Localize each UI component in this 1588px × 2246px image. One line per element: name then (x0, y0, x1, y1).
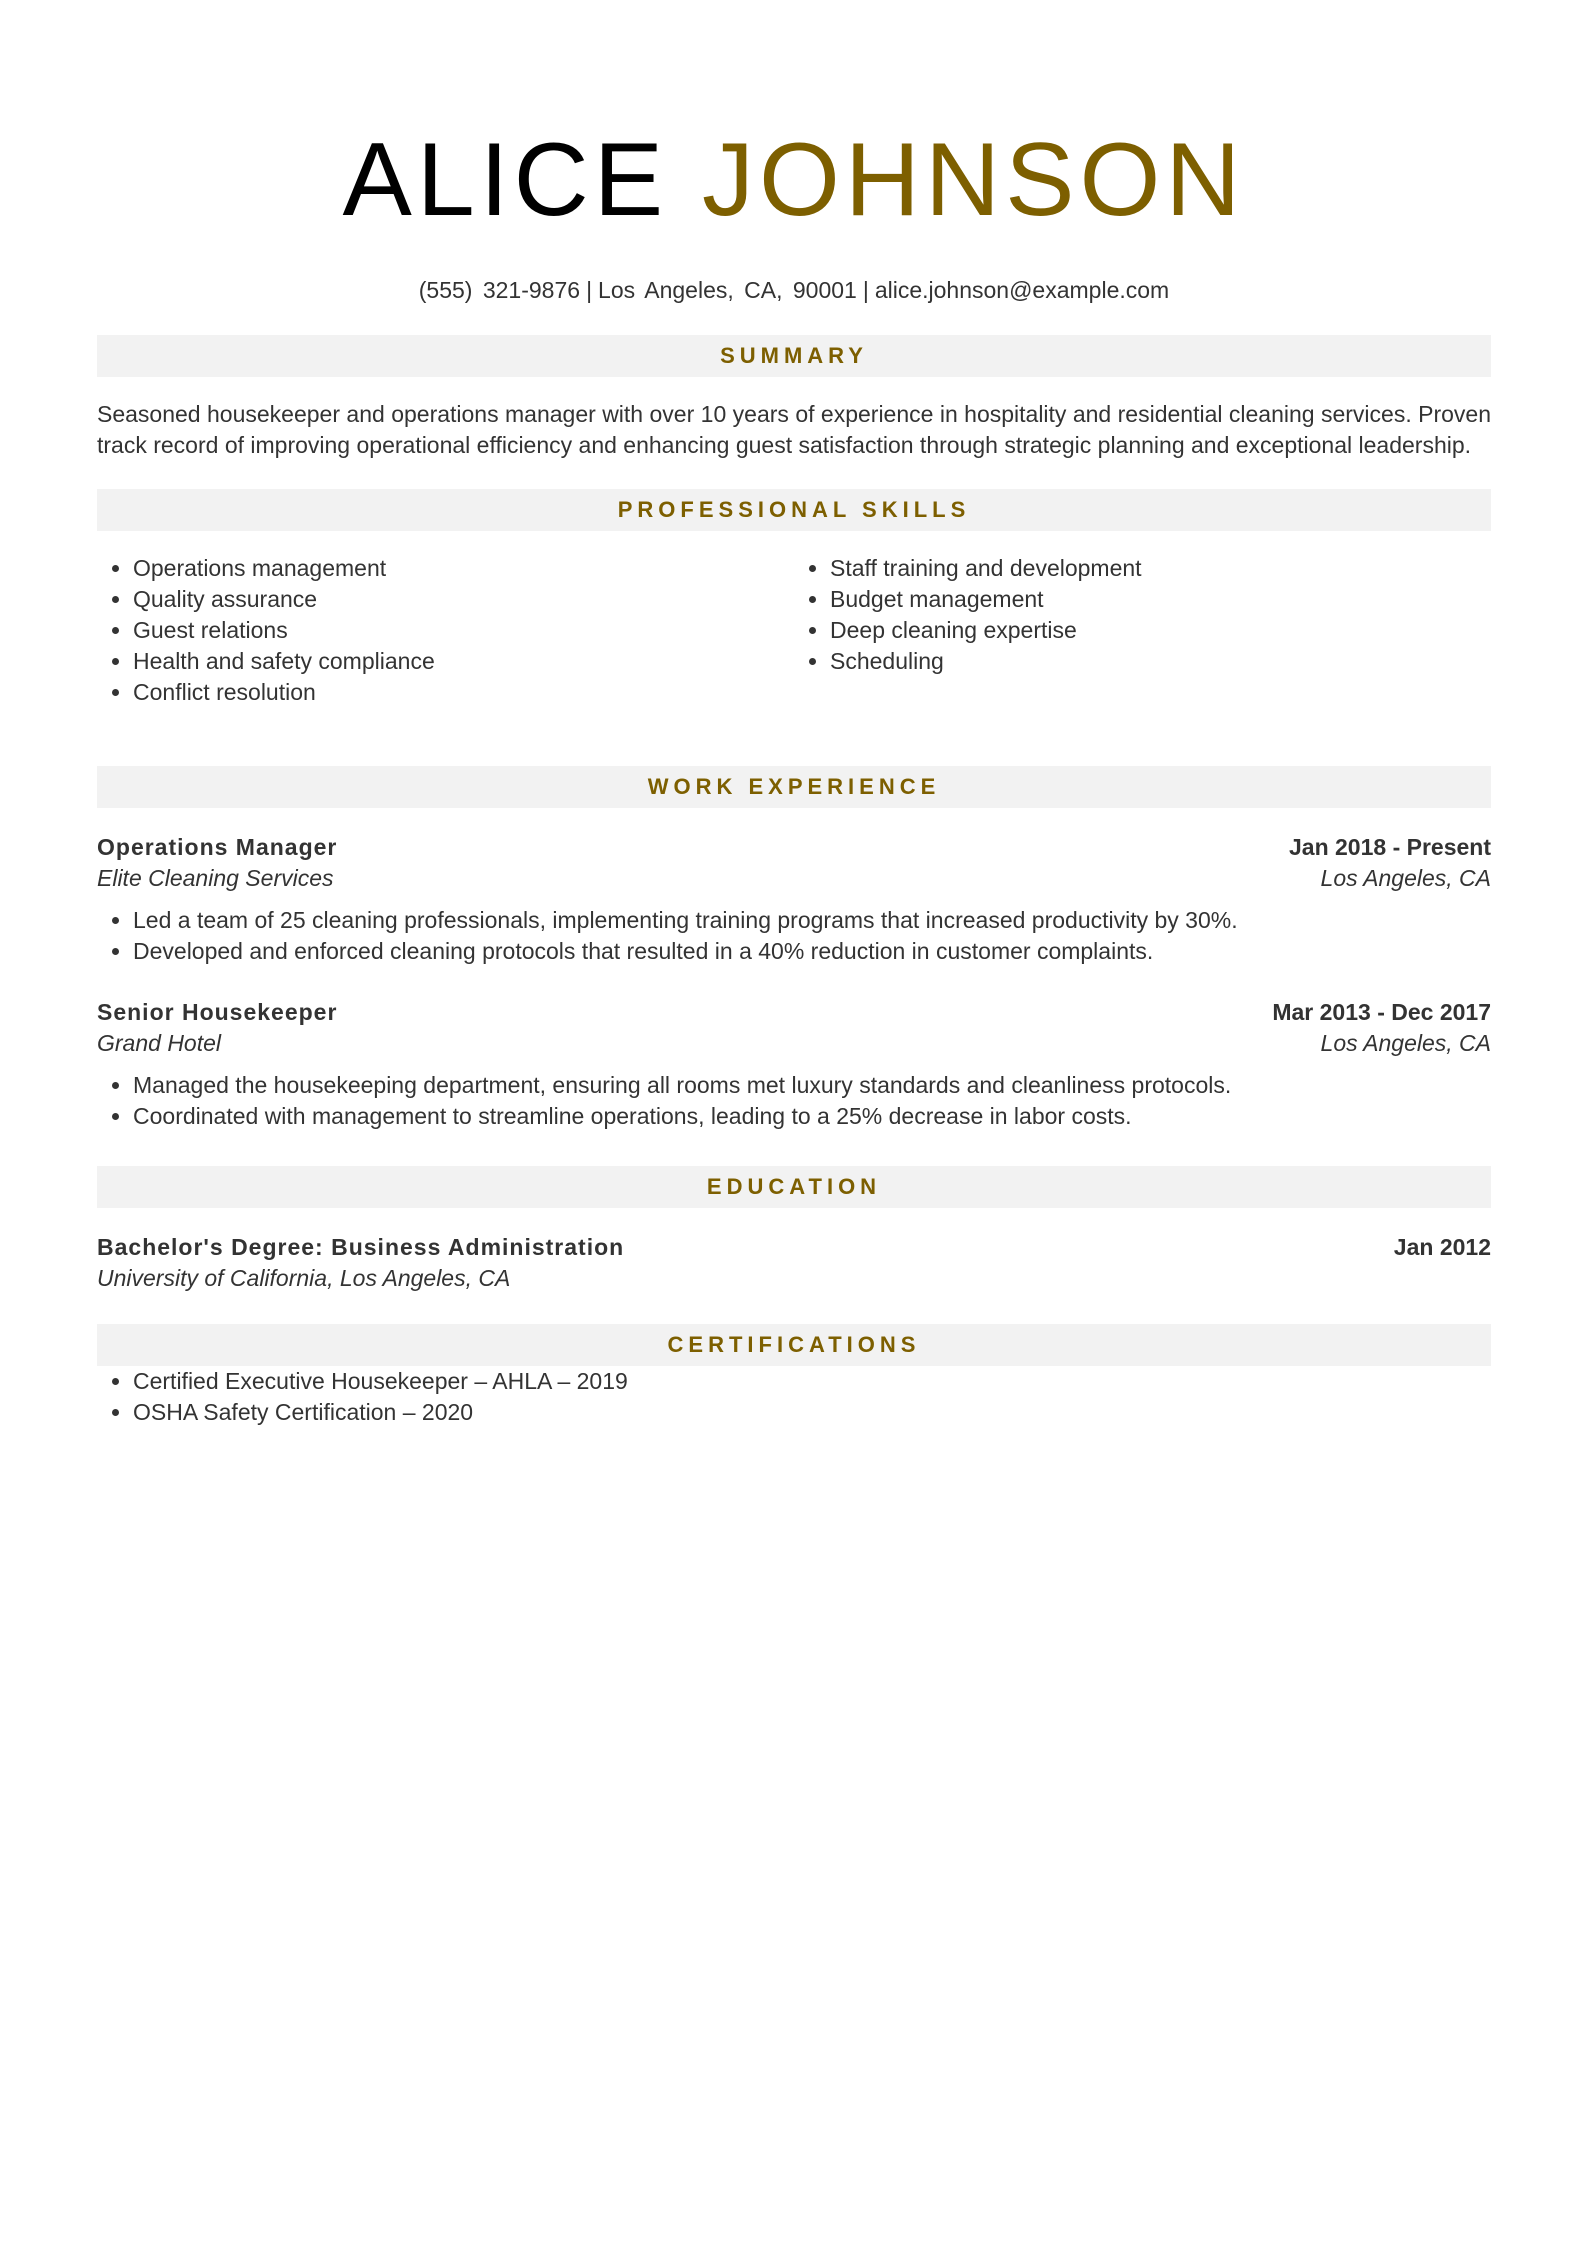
job-entry (97, 997, 1491, 1132)
job-company-row (97, 863, 1491, 894)
summary-text: Seasoned housekeeper and operations manager with over 10 years of experience in hospitality and residential cleaning services. Proven track record of improving operational efficiency and enhancing guest satisfaction through strategic planning and exceptional leadership. (97, 401, 1491, 458)
job-entry (97, 832, 1491, 967)
job-location: Los Angeles, CA (1320, 865, 1491, 891)
skill-item: • Quality assurance (133, 584, 794, 615)
certifications-list (97, 1366, 1491, 1428)
address: Los Angeles, CA, 90001 (598, 277, 857, 303)
contact-separator: | (586, 277, 593, 303)
skill-item: • Operations management (133, 553, 794, 584)
skill-item: • Deep cleaning expertise (830, 615, 1491, 646)
school: University of California, Los Angeles, CA (97, 1265, 511, 1291)
education-degree-row (97, 1232, 1491, 1263)
summary-heading: SUMMARY (97, 335, 1491, 377)
job-bullets (97, 1070, 1491, 1132)
job-bullets (97, 905, 1491, 967)
first-name: ALICE (342, 122, 669, 238)
skill-item: • Conflict resolution (133, 677, 794, 708)
skills-column-left (97, 553, 794, 708)
certification-item: • Certified Executive Housekeeper – AHLA – 2019 (133, 1366, 1491, 1397)
job-company: Grand Hotel (97, 1030, 222, 1056)
job-title-row (97, 832, 1491, 863)
candidate-name (97, 0, 1491, 240)
education-entry (97, 1232, 1491, 1294)
certifications-heading: CERTIFICATIONS (97, 1324, 1491, 1366)
work-experience-heading: WORK EXPERIENCE (97, 766, 1491, 808)
job-location: Los Angeles, CA (1320, 1030, 1491, 1056)
job-dates: Mar 2013 - Dec 2017 (1272, 999, 1491, 1025)
job-title: Senior Housekeeper (97, 999, 338, 1025)
education-heading: EDUCATION (97, 1166, 1491, 1208)
job-bullet: • Developed and enforced cleaning protocols that resulted in a 40% reduction in customer complaints. (133, 936, 1491, 967)
skill-item: • Health and safety compliance (133, 646, 794, 677)
skill-item: • Budget management (830, 584, 1491, 615)
job-company: Elite Cleaning Services (97, 865, 334, 891)
education-date: Jan 2012 (1393, 1234, 1491, 1260)
skills-column-right (794, 553, 1491, 708)
skill-item: • Staff training and development (830, 553, 1491, 584)
job-bullet: • Managed the housekeeping department, ensuring all rooms met luxury standards and cleanliness protocols. (133, 1070, 1491, 1101)
job-title-row (97, 997, 1491, 1028)
degree: Bachelor's Degree: Business Administration (97, 1234, 625, 1260)
job-company-row (97, 1028, 1491, 1059)
job-title: Operations Manager (97, 834, 338, 860)
skill-item: • Guest relations (133, 615, 794, 646)
job-bullet: • Led a team of 25 cleaning professionals, implementing training programs that increased productivity by 30%. (133, 905, 1491, 936)
phone: (555) 321-9876 (418, 277, 581, 303)
last-name: JOHNSON (702, 122, 1246, 238)
skills-heading: PROFESSIONAL SKILLS (97, 489, 1491, 531)
contact-separator: | (862, 277, 869, 303)
skill-item: • Scheduling (830, 646, 1491, 677)
job-dates: Jan 2018 - Present (1288, 834, 1491, 860)
job-bullet: • Coordinated with management to streamline operations, leading to a 25% decrease in labor costs. (133, 1101, 1491, 1132)
email: alice.johnson@example.com (874, 277, 1170, 303)
skills-list (97, 553, 1491, 708)
contact-line (97, 275, 1491, 305)
certification-item: • OSHA Safety Certification – 2020 (133, 1397, 1491, 1428)
